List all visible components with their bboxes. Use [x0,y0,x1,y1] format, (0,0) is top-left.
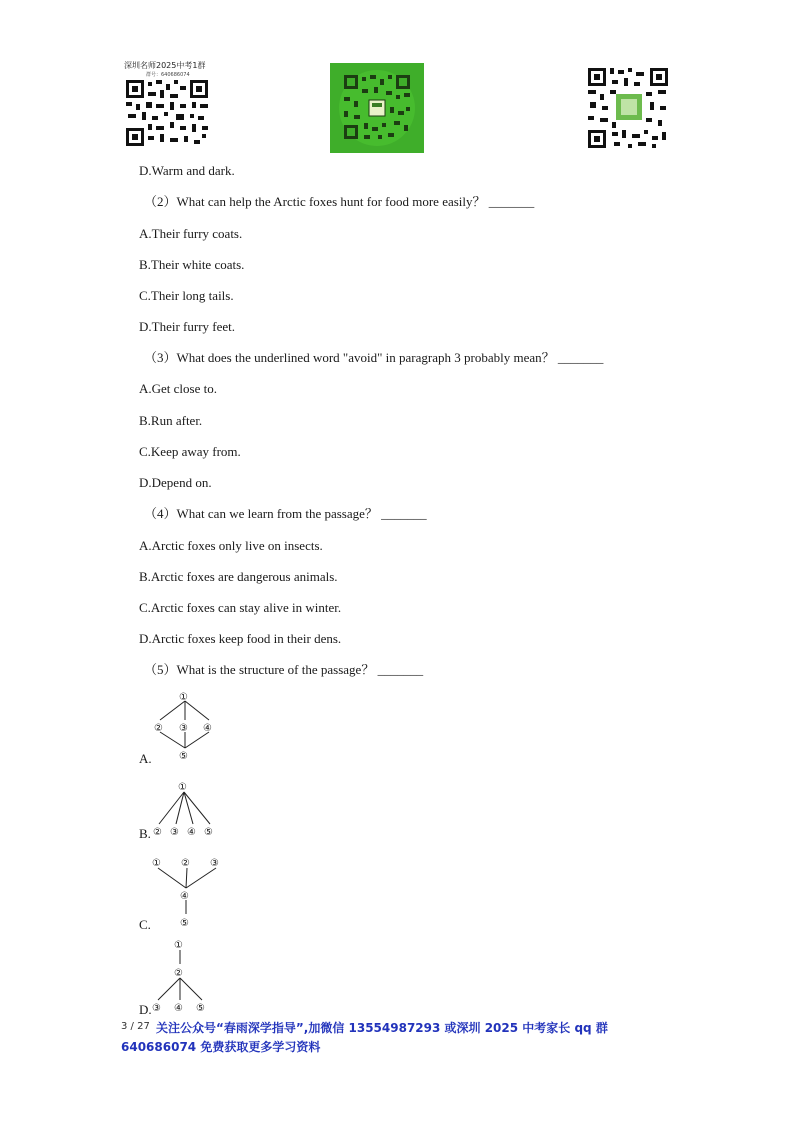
qr-code-middle-icon [330,63,424,153]
qr-code-left-icon [124,78,210,148]
page-number: 3 / 27 [121,1021,150,1032]
q3-option-b: B.Run after. [139,413,203,428]
q2-stem: （2）What can help the Arctic foxes hunt for food more easily？ _______ [144,194,535,209]
diagram-b-node-4: ④ [187,827,196,838]
structure-diagram-d [150,934,220,1018]
footer-line-2: 640686074 免费获取更多学习资料 [121,1040,321,1054]
q3-option-c: C.Keep away from. [139,444,241,459]
q1-option-d: D.Warm and dark. [139,163,235,178]
q2-option-a: A.Their furry coats. [139,226,243,241]
q5-option-b-label: B. [139,826,151,841]
diagram-c-node-5: ⑤ [180,918,189,929]
diagram-d-node-1: ① [174,940,183,951]
q2-option-c: C.Their long tails. [139,288,234,303]
q4-option-d: D.Arctic foxes keep food in their dens. [139,631,342,646]
qr-code-right-icon [586,66,670,150]
q3-option-d: D.Depend on. [139,475,212,490]
q4-option-b: B.Arctic foxes are dangerous animals. [139,569,338,584]
q5-option-d-label: D. [139,1002,152,1017]
diagram-a-node-2: ② [154,723,163,734]
diagram-d-node-5: ⑤ [196,1003,205,1014]
qr-left-caption: 深圳名师2025中考1群 [124,61,206,70]
diagram-a-node-1: ① [179,692,188,703]
q5-option-c-label: C. [139,917,151,932]
q5-option-a-label: A. [139,751,152,766]
diagram-d-node-4: ④ [174,1003,183,1014]
footer-line-1: 关注公众号“春雨深学指导”,加微信 13554987293 或深圳 2025 中考家长 qq 群 [156,1021,608,1035]
qr-left-sub: 群号：640686074 [146,72,190,78]
diagram-c-node-3: ③ [210,858,219,869]
diagram-a-node-3: ③ [179,723,188,734]
q5-stem: （5）What is the structure of the passage？ _______ [144,662,424,677]
diagram-d-node-3: ③ [152,1003,161,1014]
diagram-a-node-5: ⑤ [179,751,188,762]
structure-diagram-c [148,852,232,932]
q3-stem: （3）What does the underlined word "avoid" in paragraph 3 probably mean？ _______ [144,350,604,365]
diagram-b-node-2: ② [153,827,162,838]
q4-option-c: C.Arctic foxes can stay alive in winter. [139,600,342,615]
q4-stem: （4）What can we learn from the passage？ _______ [144,506,427,521]
diagram-a-node-4: ④ [203,723,212,734]
q4-option-a: A.Arctic foxes only live on insects. [139,538,323,553]
diagram-b-node-3: ③ [170,827,179,838]
structure-diagram-a [148,686,228,766]
diagram-b-node-1: ① [178,782,187,793]
diagram-d-node-2: ② [174,968,183,979]
diagram-c-node-2: ② [181,858,190,869]
structure-diagram-b [150,776,230,840]
diagram-c-node-1: ① [152,858,161,869]
diagram-b-node-5: ⑤ [204,827,213,838]
q3-option-a: A.Get close to. [139,381,217,396]
q2-option-b: B.Their white coats. [139,257,245,272]
diagram-c-node-4: ④ [180,891,189,902]
q2-option-d: D.Their furry feet. [139,319,236,334]
